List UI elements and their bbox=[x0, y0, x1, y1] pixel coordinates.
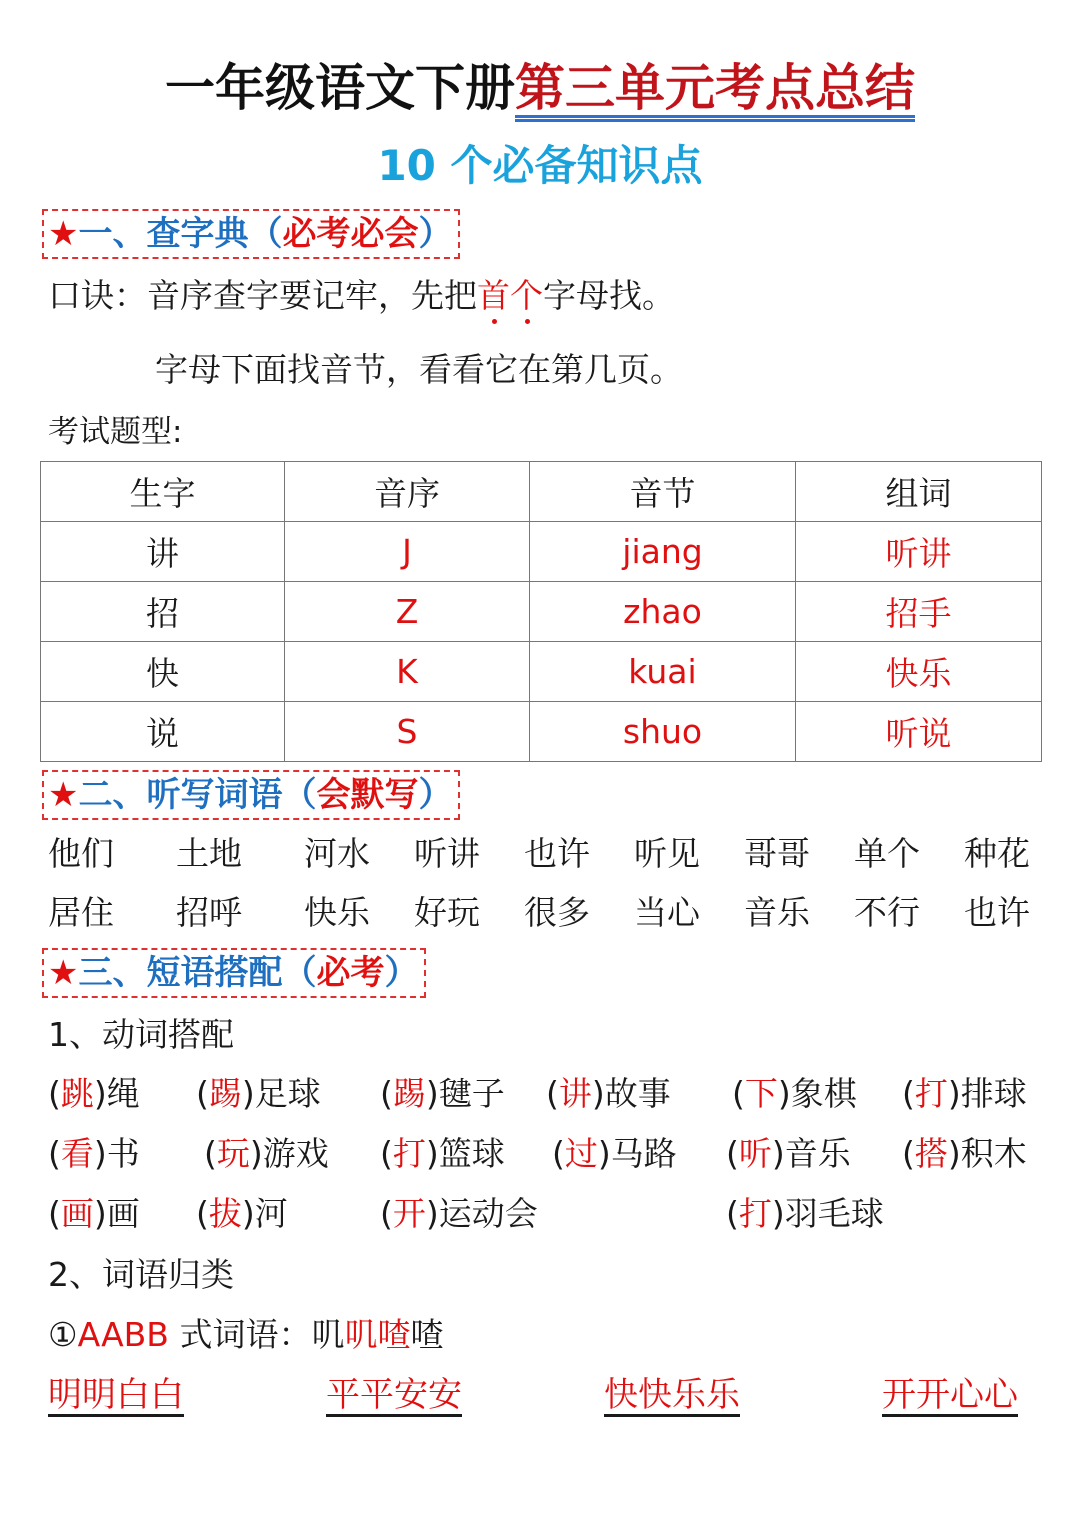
table-header: 生字 bbox=[41, 462, 285, 522]
aabb-line bbox=[48, 1313, 443, 1357]
section3-highlight: 必考 bbox=[316, 953, 385, 993]
list-item: 很多 bbox=[524, 893, 590, 932]
table-cell: 听讲 bbox=[796, 522, 1042, 582]
verb-row-3 bbox=[48, 1189, 1038, 1239]
list-item: 哥哥 bbox=[744, 834, 810, 873]
table-row bbox=[41, 642, 1042, 702]
section1-close: ） bbox=[418, 214, 453, 254]
aabb-answers bbox=[48, 1370, 1038, 1420]
star-icon: ★ bbox=[48, 775, 79, 815]
phrase-item: (打)篮球 bbox=[380, 1134, 505, 1173]
phrase-item: (打)羽毛球 bbox=[726, 1194, 884, 1233]
table-cell: jiang bbox=[530, 522, 796, 582]
phrase-item: (看)书 bbox=[48, 1134, 140, 1173]
section1-highlight: 必考必会 bbox=[282, 214, 419, 254]
phrase-item: (踢)毽子 bbox=[380, 1074, 505, 1113]
title-part2: 第三单元考点总结 bbox=[515, 59, 915, 117]
section3-heading bbox=[42, 948, 426, 998]
table-cell: 招 bbox=[41, 582, 285, 642]
list-item: 招呼 bbox=[176, 893, 242, 932]
list-item: 也许 bbox=[524, 834, 590, 873]
table-cell: S bbox=[285, 702, 530, 762]
section2-heading bbox=[42, 770, 460, 820]
section3-close: ） bbox=[384, 953, 419, 993]
aabb-example-red: 叽喳 bbox=[344, 1315, 411, 1354]
answer-word: 开开心心 bbox=[882, 1375, 1018, 1415]
exam-label: 考试题型: bbox=[48, 414, 183, 450]
list-item: 好玩 bbox=[414, 893, 480, 932]
list-item: 河水 bbox=[304, 834, 370, 873]
section2-close: ） bbox=[418, 775, 453, 815]
table-cell: J bbox=[285, 522, 530, 582]
rhyme-label: 口诀： bbox=[48, 276, 147, 315]
table-cell: kuai bbox=[530, 642, 796, 702]
table-header: 音序 bbox=[285, 462, 530, 522]
table-cell: 说 bbox=[41, 702, 285, 762]
list-item: 不行 bbox=[854, 893, 920, 932]
list-item: 快乐 bbox=[304, 893, 370, 932]
list-item: 他们 bbox=[48, 834, 114, 873]
answer-word: 快快乐乐 bbox=[604, 1375, 740, 1415]
table-header: 组词 bbox=[796, 462, 1042, 522]
list-item: 种花 bbox=[964, 834, 1030, 873]
phrase-item: (打)排球 bbox=[902, 1074, 1027, 1113]
phrase-item: (搭)积木 bbox=[902, 1134, 1027, 1173]
phrase-item: (跳)绳 bbox=[48, 1074, 140, 1113]
phrase-item: (讲)故事 bbox=[546, 1074, 671, 1113]
aabb-pattern: AABB bbox=[77, 1315, 169, 1354]
aabb-number: ① bbox=[48, 1315, 78, 1354]
phrase-item: (踢)足球 bbox=[196, 1074, 321, 1113]
aabb-example-a: 叽 bbox=[311, 1315, 345, 1354]
table-row bbox=[41, 522, 1042, 582]
dictionary-table bbox=[40, 461, 1042, 762]
table-row bbox=[41, 702, 1042, 762]
answer-word: 明明白白 bbox=[48, 1375, 184, 1415]
phrase-item: (画)画 bbox=[48, 1194, 140, 1233]
list-item: 单个 bbox=[854, 834, 920, 873]
list-item: 听讲 bbox=[414, 834, 480, 873]
list-item: 居住 bbox=[48, 893, 114, 932]
table-cell: 快 bbox=[41, 642, 285, 702]
aabb-label: 式词语： bbox=[168, 1315, 312, 1354]
verb-row-1 bbox=[48, 1069, 1038, 1119]
table-header: 音节 bbox=[530, 462, 796, 522]
section1-heading-text: 一、查字典（ bbox=[78, 214, 283, 254]
table-cell: zhao bbox=[530, 582, 796, 642]
phrase-item: (玩)游戏 bbox=[204, 1134, 329, 1173]
phrase-item: (开)运动会 bbox=[380, 1194, 538, 1233]
section2-heading-text: 二、听写词语（ bbox=[78, 775, 317, 815]
page-title bbox=[0, 52, 1080, 124]
table-row bbox=[41, 582, 1042, 642]
phrase-item: (下)象棋 bbox=[732, 1074, 857, 1113]
dictation-row-1 bbox=[48, 829, 1038, 879]
rhyme-line1 bbox=[48, 274, 675, 318]
phrase-item: (拔)河 bbox=[196, 1194, 288, 1233]
table-cell: K bbox=[285, 642, 530, 702]
rhyme-line1-b: 字母找。 bbox=[543, 276, 675, 315]
answer-word: 平平安安 bbox=[326, 1375, 462, 1415]
table-cell: 快乐 bbox=[796, 642, 1042, 702]
table-cell: 听说 bbox=[796, 702, 1042, 762]
list-item: 音乐 bbox=[744, 893, 810, 932]
list-item: 听见 bbox=[634, 834, 700, 873]
list-item: 土地 bbox=[176, 834, 242, 873]
rhyme-red-2: 个 bbox=[510, 274, 543, 318]
rhyme-line2: 字母下面找音节，看看它在第几页。 bbox=[155, 350, 683, 389]
table-cell: 讲 bbox=[41, 522, 285, 582]
star-icon: ★ bbox=[48, 953, 79, 993]
aabb-example-b: 喳 bbox=[410, 1315, 444, 1354]
verb-row-2 bbox=[48, 1129, 1038, 1179]
section3-heading-text: 三、短语搭配（ bbox=[78, 953, 317, 993]
table-cell: Z bbox=[285, 582, 530, 642]
phrase-item: (过)马路 bbox=[552, 1134, 677, 1173]
verb-section-title: 1、动词搭配 bbox=[48, 1015, 234, 1054]
star-icon: ★ bbox=[48, 214, 79, 254]
rhyme-line1-a: 音序查字要记牢，先把 bbox=[147, 276, 477, 315]
title-part1: 一年级语文下册 bbox=[165, 59, 515, 117]
page-subtitle: 10 个必备知识点 bbox=[377, 141, 703, 190]
rhyme-red-1: 首 bbox=[477, 274, 510, 318]
table-cell: 招手 bbox=[796, 582, 1042, 642]
list-item: 当心 bbox=[634, 893, 700, 932]
section1-heading bbox=[42, 209, 460, 259]
classify-section-title: 2、词语归类 bbox=[48, 1255, 234, 1294]
dictation-row-2 bbox=[48, 888, 1038, 938]
phrase-item: (听)音乐 bbox=[726, 1134, 851, 1173]
list-item: 也许 bbox=[964, 893, 1030, 932]
table-cell: shuo bbox=[530, 702, 796, 762]
table-header-row bbox=[41, 462, 1042, 522]
section2-highlight: 会默写 bbox=[316, 775, 419, 815]
